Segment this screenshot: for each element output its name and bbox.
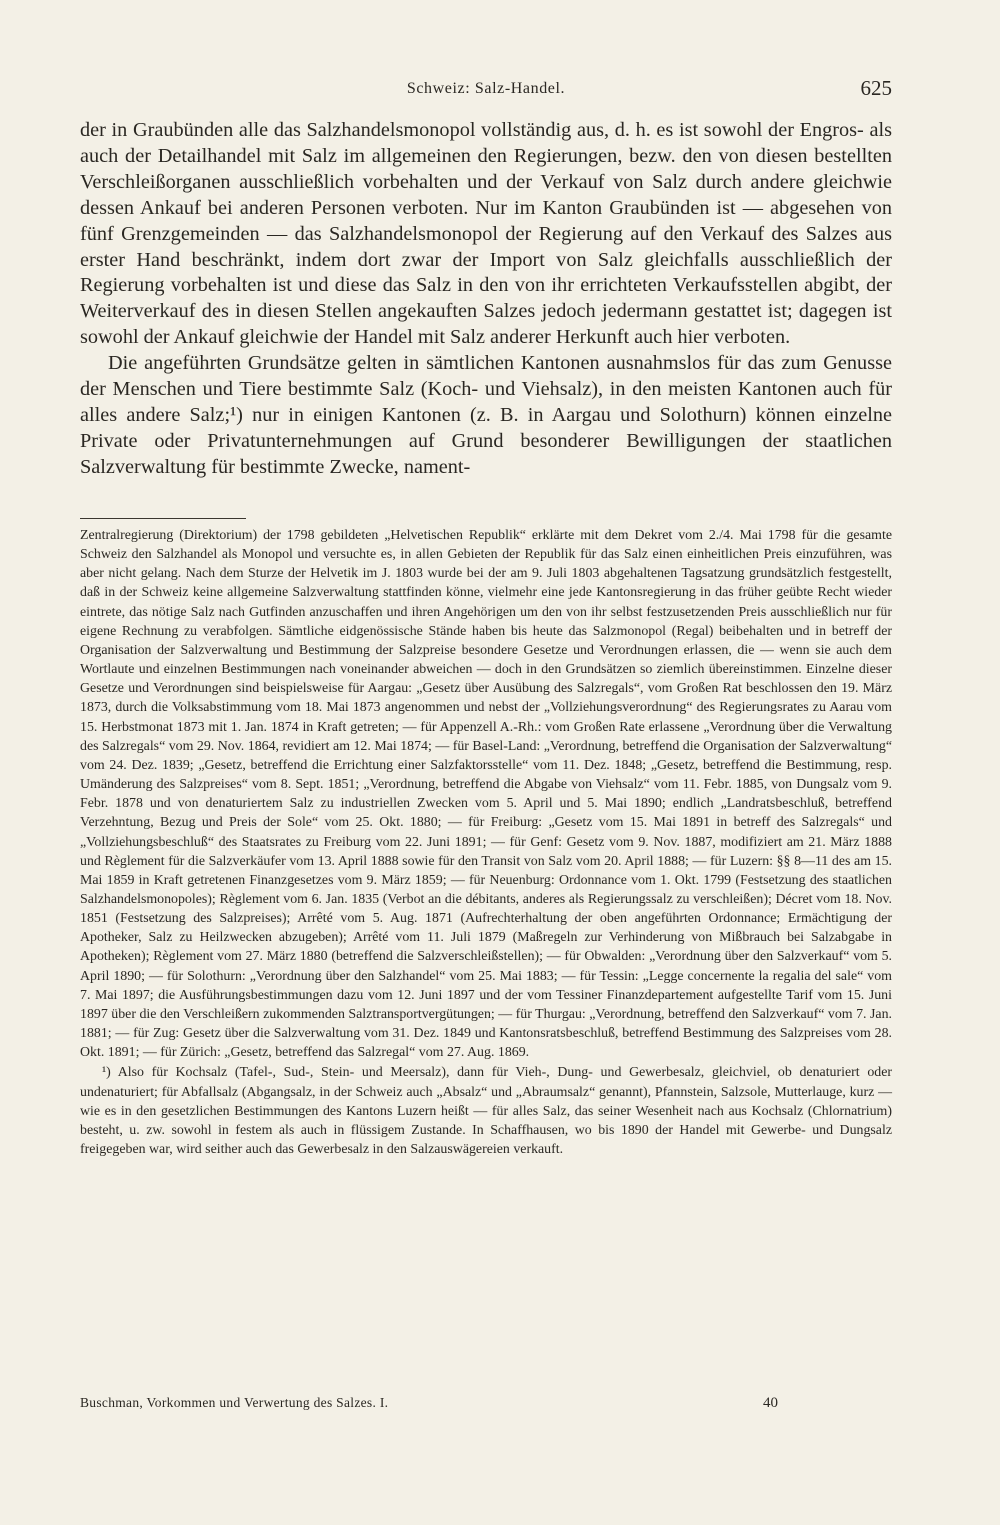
main-text xyxy=(80,118,892,481)
page-number: 625 xyxy=(860,76,892,100)
footnote-continued: Zentralregierung (Direktorium) der 1798 gebildeten „Helvetischen Republik“ erklärte mit dem Dekret vom 2./4. Mai 1798 für die gesamte Schweiz den Salzhandel als Monopol und versuchte es, in allen Gebieten der Republik für das Salz einen einheitlichen Preis einzuführen, was aber nicht gelang. Nach dem Sturze der Helvetik im J. 1803 wurde bei der am 9. Juli 1803 abgehaltenen Tagsatzung grundsätzlich festgestellt, daß in der Schweiz keine allgemeine Salzverwaltung stattfinden könne, vielmehr eine jede Kantonsregierung in das früher geübte Recht wieder eintrete, das nötige Salz nach Gutfinden anzuschaffen und ihren Angehörigen um den von ihr selbst festzusetzenden Preis ausschließlich nur für eigene Rechnung zu verabfolgen. Sämtliche eidgenössische Stände haben bis heute das Salzmonopol (Regal) beibehalten und in betreff der Organisation der Salzverwaltung und Bestimmung der Salzpreise besondere Gesetze und Verordnungen erlassen, die — wenn sie auch dem Wortlaute und einzelnen Bestimmungen nach voneinander abweichen — doch in den Grundsätzen so ziemlich übereinstimmen. Einzelne dieser Gesetze und Verordnungen sind beispielsweise für Aargau: „Gesetz über Ausübung des Salzregals“, vom Großen Rat beschlossen den 19. März 1873, durch die Volksabstimmung vom 18. Mai 1873 angenommen und nebst der „Vollziehungsverordnung“ des Regierungsrates zu Aarau vom 15. Herbstmonat 1873 mit 1. Jan. 1874 in Kraft getreten; — für Appenzell A.-Rh.: vom Großen Rate erlassene „Verordnung über die Verwaltung des Salzregals“ vom 29. Nov. 1864, revidiert am 12. Mai 1874; — für Basel-Land: „Verordnung, betreffend die Organisation der Salzverwaltung“ vom 24. Dez. 1839; „Gesetz, betreffend die Errichtung einer Salzfaktorsstelle“ vom 11. Dez. 1848; „Gesetz, betreffend die Bestimmung, resp. Umänderung des Salzpreises“ vom 8. Sept. 1851; „Verordnung, betreffend die Abgabe von Viehsalz“ vom 11. Febr. 1885, von Dungsalz vom 9. Febr. 1878 und von denaturiertem Salz zu industriellen Zwecken vom 5. April und 5. Mai 1890; endlich „Landratsbeschluß, betreffend Verzehntung, Bezug und Preis der Sole“ vom 25. Okt. 1880; — für Freiburg: „Gesetz vom 15. Mai 1891 in betreff des Salzregals“ und „Vollziehungsbeschluß“ des Staatsrates zu Freiburg vom 22. Juni 1891; — für Genf: Gesetz vom 9. Nov. 1887, modifiziert am 21. März 1888 und Règlement für die Salzverkäufer vom 13. April 1888 sowie für den Transit von Salz vom 20. April 1888; — für Luzern: §§ 8—11 des am 15. Mai 1859 in Kraft getretenen Finanzgesetzes vom 9. März 1859; — für Neuenburg: Ordonnance vom 1. Okt. 1799 (Festsetzung des staatlichen Salzhandelsmonopoles); Règlement vom 6. Jan. 1835 (Verbot an die débitants, anderes als Regierungssalz zu verschleißen); Décret vom 18. Nov. 1851 (Festsetzung des Salzpreises); Arrêté vom 5. Aug. 1871 (Aufrechterhaltung der oben angeführten Ordonnance; Ermächtigung der Apotheker, Salz zu Heilzwecken abzugeben); Arrêté vom 11. Juli 1879 (Maßregeln zur Verhinderung von Mißbrauch bei Salzabgabe in Apotheken); Règlement vom 27. März 1880 (betreffend die Salzverschleißstellen); — für Obwalden: „Verordnung über den Salzverkauf“ vom 5. April 1890; — für Solothurn: „Verordnung über den Salzhandel“ vom 25. Mai 1883; — für Tessin: „Legge concernente la regalia del sale“ vom 7. Mai 1897; die Ausführungsbestimmungen dazu vom 12. Juni 1897 und der vom Tessiner Finanzdepartement aufgestellte Tarif vom 15. Juni 1897 über die den Verschleißern zukommenden Salztransportvergütungen; — für Thurgau: „Verordnung, betreffend den Salzverkauf“ vom 7. Jan. 1881; — für Zug: Gesetz über die Salzverwaltung vom 31. Dez. 1849 und Kantonsratsbeschluß, betreffend Bestimmung des Salzpreises vom 28. Okt. 1891; — für Zürich: „Gesetz, betreffend das Salzregal“ vom 27. Aug. 1869. xyxy=(80,528,892,1061)
page-header xyxy=(80,76,892,106)
sheet-signature: 40 xyxy=(763,1395,778,1411)
footer-book-title: Buschman, Vorkommen und Verwertung des Salzes. I. xyxy=(80,1395,389,1410)
body-paragraph: der in Graubünden alle das Salzhandelsmonopol vollständig aus, d. h. es ist sowohl der Engros- als auch der Detailhandel mit Salz im allgemeinen den Regierungen, bezw. den von diesen bestellten Verschleißorganen ausschließlich vorbehalten und der Verkauf von Salz durch andere gleichwie dessen Ankauf bei anderen Personen verboten. Nur im Kanton Graubünden ist — abgesehen von fünf Grenzgemeinden — das Salzhandelsmonopol der Regierung auf den Verkauf des Salzes aus erster Hand beschränkt, indem dort zwar der Import von Salz gleichfalls ausschließlich der Regierung vorbehalten ist und diese das Salz in den von ihr errichteten Verkaufsstellen abgibt, der Weiterverkauf des in diesen Stellen angekauften Salzes jedoch jedermann gestattet ist; dagegen ist sowohl der Ankauf gleichwie der Handel mit Salz anderer Herkunft auch hier verboten. xyxy=(80,119,892,349)
body-paragraph: Die angeführten Grundsätze gelten in sämtlichen Kantonen ausnahmslos für das zum Genusse der Menschen und Tiere bestimmte Salz (Koch- und Viehsalz), in den meisten Kantonen auch für alles andere Salz;¹) nur in einigen Kantonen (z. B. in Aargau und Solothurn) können einzelne Private oder Privatunternehmungen auf Grund besonderer Bewilligungen der staatlichen Salzverwaltung für bestimmte Zwecke, nament- xyxy=(80,352,892,478)
footnotes xyxy=(80,526,892,1159)
running-title: Schweiz: Salz-Handel. xyxy=(406,80,566,97)
footnote-separator xyxy=(80,518,246,519)
footnote-1: ¹) Also für Kochsalz (Tafel-, Sud-, Stein- und Meersalz), dann für Vieh-, Dung- und Gewerbesalz, gleichviel, ob denaturiert oder undenaturiert; für Abfallsalz (Abgangsalz, in der Schweiz auch „Absalz“ und „Abraumsalz“ genannt), Pfannstein, Salzsole, Mutterlauge, kurz — wie es in den gesetzlichen Bestimmungen des Kantons Luzern heißt — für alles Salz, das seiner Wesenheit nach aus Kochsalz (Chlornatrium) besteht, u. zw. sowohl in festem als auch in flüssigem Zustande. In Schaffhausen, wo bis 1890 der Handel mit Gewerbe- und Dungsalz freigegeben war, wird seither auch das Gewerbesalz in den Salzauswägereien verkauft. xyxy=(80,1065,892,1157)
page-footer xyxy=(80,1395,892,1417)
